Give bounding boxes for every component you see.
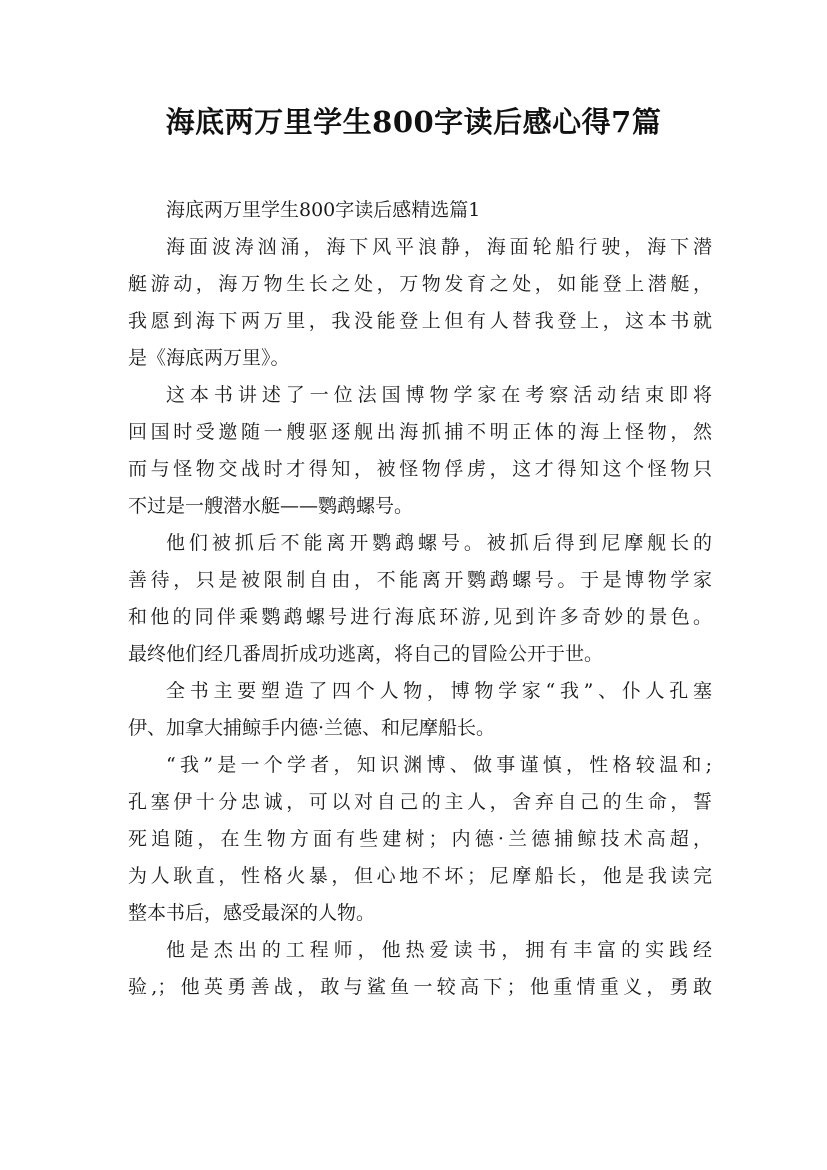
paragraph-line: 回国时受邀随一艘驱逐舰出海抓捕不明正体的海上怪物，然	[128, 421, 712, 443]
paragraph-line: 为人耿直，性格火暴，但心地不坏；尼摩船长，他是我读完	[128, 865, 712, 887]
paragraph-line: 伊、加拿大捕鲸手内德·兰德、和尼摩船长。	[128, 717, 496, 739]
paragraph-line: 我愿到海下两万里，我没能登上但有人替我登上，这本书就	[128, 310, 712, 332]
paragraph-line: 最终他们经几番周折成功逃离，将自己的冒险公开于世。	[128, 643, 604, 665]
paragraph	[128, 932, 712, 1006]
paragraph-line: 整本书后，感受最深的人物。	[128, 902, 376, 924]
paragraph-line: 是《海底两万里》。	[128, 347, 290, 369]
paragraph-line: 全书主要塑造了四个人物，博物学家“我”、仆人孔塞	[166, 680, 712, 702]
paragraph	[128, 673, 712, 747]
paragraph	[128, 229, 712, 377]
paragraph-line: 死追随，在生物方面有些建树；内德·兰德捕鲸技术高超，	[128, 828, 712, 850]
paragraph-line: 海面波涛汹涌，海下风平浪静，海面轮船行驶，海下潜	[166, 236, 712, 258]
paragraph	[128, 747, 712, 932]
document-title: 海底两万里学生800字读后感心得7篇	[165, 105, 662, 139]
paragraph-list	[128, 229, 712, 1006]
paragraph-line: “我”是一个学者，知识渊博、做事谨慎，性格较温和;	[166, 754, 712, 776]
paragraph	[128, 377, 712, 525]
paragraph-line: 而与怪物交战时才得知，被怪物俘虏，这才得知这个怪物只	[128, 458, 712, 480]
paragraph-line: 不过是一艘潜水艇——鹦鹉螺号。	[128, 495, 414, 517]
paragraph-line: 他是杰出的工程师，他热爱读书，拥有丰富的实践经	[166, 939, 712, 961]
paragraph-line: 他们被抓后不能离开鹦鹉螺号。被抓后得到尼摩舰长的	[166, 532, 712, 554]
paragraph-line: 善待，只是被限制自由，不能离开鹦鹉螺号。于是博物学家	[128, 569, 712, 591]
paragraph-line: 艇游动，海万物生长之处，万物发育之处，如能登上潜艇，	[128, 273, 712, 295]
paragraph-line: 验,；他英勇善战，敢与鲨鱼一较高下；他重情重义，勇敢	[128, 976, 712, 998]
paragraph-line: 和他的同伴乘鹦鹉螺号进行海底环游,见到许多奇妙的景色。	[128, 606, 712, 628]
paragraph	[128, 525, 712, 673]
section-heading: 海底两万里学生800字读后感精选篇1	[166, 199, 481, 221]
paragraph-line: 这本书讲述了一位法国博物学家在考察活动结束即将	[166, 384, 712, 406]
paragraph-line: 孔塞伊十分忠诚，可以对自己的主人，舍弃自己的生命，誓	[128, 791, 712, 813]
document-body	[128, 192, 712, 1006]
